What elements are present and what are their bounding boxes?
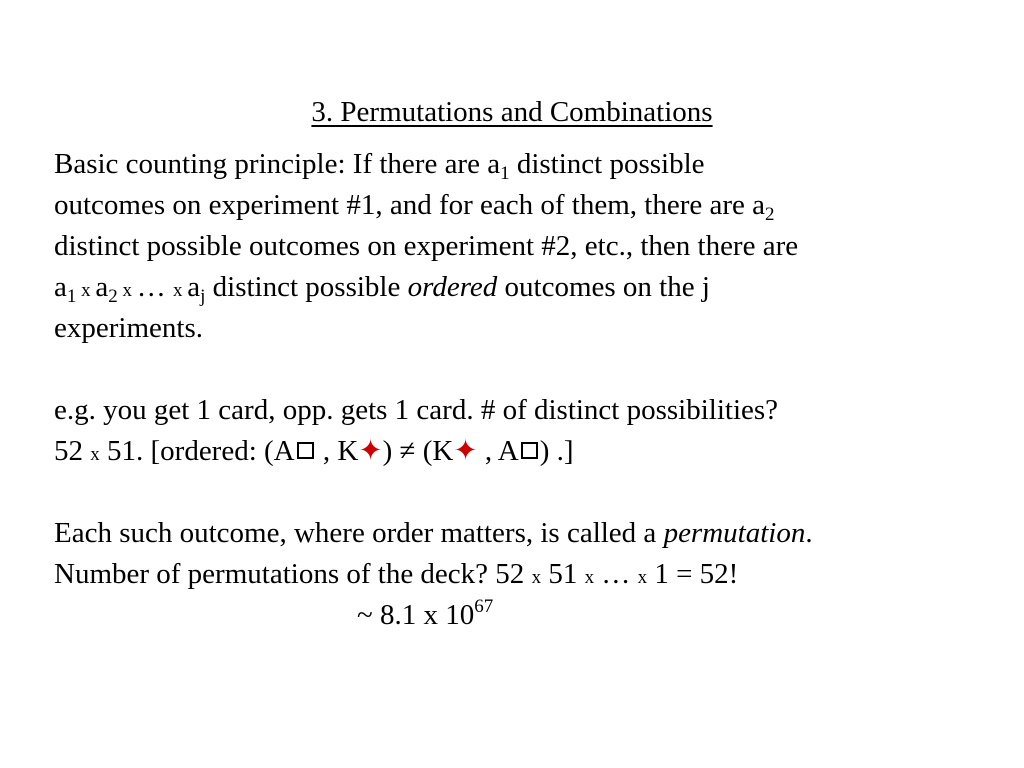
card-suit-box-icon <box>297 442 314 459</box>
red-star-icon: ✦ <box>453 435 478 467</box>
principle-line-3: distinct possible outcomes on experiment #2, etc., then there are <box>54 230 799 262</box>
principle-line-2: outcomes on experiment #1, and for each of them, there are $a_2$ <box>54 189 775 225</box>
principle-line-4: $a_1$ x $a_2$ x … x $a_j$ distinct possible ordered outcomes on the j <box>54 271 710 307</box>
red-star-icon: ✦ <box>358 435 383 467</box>
ordered-emphasis: ordered <box>407 271 498 303</box>
principle-line-1: Basic counting principle: If there are $a_1$ distinct possible <box>54 148 705 184</box>
permutation-line-2: Number of permutations of the deck? 52 x 51 x … x 1 = 52! <box>54 558 739 590</box>
approximation-line: ~ 8.1 x $10^{67}$ <box>357 596 494 631</box>
example-line-2: 52 x 51. [ordered: (A , K✦) ≠ (K✦ , A ) .] <box>54 435 574 467</box>
slide-title: 3. Permutations and Combinations <box>311 96 713 128</box>
permutation-emphasis: permutation <box>663 517 806 549</box>
principle-line-5: experiments. <box>54 312 203 344</box>
permutation-line-1: Each such outcome, where order matters, is called a permutation. <box>54 517 813 549</box>
example-line-1: e.g. you get 1 card, opp. gets 1 card. # of distinct possibilities? <box>54 394 779 426</box>
card-suit-box-icon <box>521 442 538 459</box>
